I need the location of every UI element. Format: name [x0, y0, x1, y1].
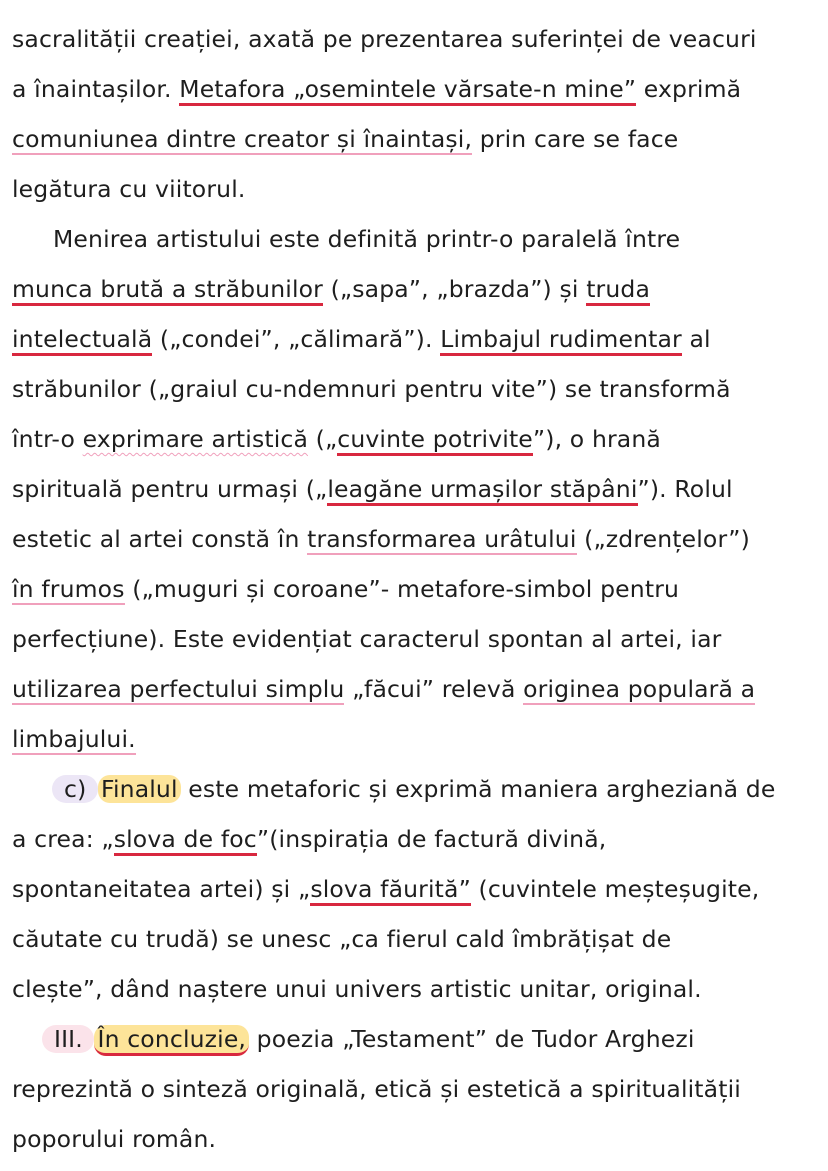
- text-run: prin care se face: [472, 125, 679, 153]
- text-run: exprimă: [636, 75, 742, 103]
- text-run: estetic al artei constă în: [12, 525, 308, 553]
- text-line: [12, 272, 824, 306]
- text-run: a crea: „: [12, 825, 114, 853]
- text-line: [12, 172, 824, 206]
- text-line: [12, 22, 824, 56]
- underlined-phrase: în frumos: [12, 575, 125, 603]
- text-run: reprezintă o sinteză originală, etică și estetică a spiritualității: [12, 1075, 741, 1103]
- underlined-phrase: cuvinte potrivite: [337, 425, 533, 456]
- underlined-phrase: comuniunea dintre creator și înaintași,: [12, 125, 473, 153]
- text-run: („zdrențelor”): [576, 525, 750, 553]
- text-run: ”), o hrană: [532, 425, 661, 453]
- text-line: [12, 572, 824, 606]
- text-line: [12, 972, 824, 1006]
- text-line: [12, 922, 824, 956]
- text-run: sacralității creației, axată pe prezentarea suferinței de veacuri: [12, 25, 757, 53]
- text-line: [12, 622, 824, 656]
- text-run: (cuvintele meșteșugite,: [470, 875, 760, 903]
- text-run: a înaintașilor.: [12, 75, 180, 103]
- underlined-phrase: slova făurită”: [310, 875, 471, 906]
- underlined-phrase: limbajului.: [12, 725, 136, 753]
- underlined-phrase: transformarea urâtului: [307, 525, 577, 553]
- text-run: într-o: [12, 425, 83, 453]
- text-line: [12, 422, 824, 456]
- text-run: („condei”, „călimară”).: [152, 325, 441, 353]
- underlined-phrase: leagăne urmașilor stăpâni: [327, 475, 637, 506]
- text-line: [12, 472, 824, 506]
- underlined-phrase: utilizarea perfectului simplu: [12, 675, 345, 703]
- text-run: („: [308, 425, 338, 453]
- section-marker: c): [52, 775, 98, 803]
- text-line: [12, 122, 824, 156]
- text-line: [12, 1122, 824, 1156]
- text-line: [12, 372, 824, 406]
- text-run: al: [681, 325, 711, 353]
- text-run: perfecțiune). Este evidențiat caracterul spontan al artei, iar: [12, 625, 722, 653]
- text-line: [12, 672, 824, 706]
- text-run: („muguri și coroane”- metafore-simbol pentru: [124, 575, 680, 603]
- text-run: poezia „Testament” de Tudor Arghezi: [249, 1025, 695, 1053]
- text-run: legătura cu viitorul.: [12, 175, 246, 203]
- text-run: („sapa”, „brazda”) și: [322, 275, 587, 303]
- text-run: căutate cu trudă) se unesc „ca fierul cald îmbrățișat de: [12, 925, 672, 953]
- underlined-phrase: Limbajul rudimentar: [440, 325, 682, 356]
- text-line: [64, 772, 824, 806]
- text-run: ”). Rolul: [637, 475, 733, 503]
- text-line: [12, 822, 824, 856]
- text-run: clește”, dând naștere unui univers artistic unitar, original.: [12, 975, 702, 1003]
- text-run: spirituală pentru urmași („: [12, 475, 328, 503]
- text-line: [12, 522, 824, 556]
- text-run: spontaneitatea artei) și „: [12, 875, 311, 903]
- underlined-phrase: truda: [586, 275, 650, 306]
- text-line: [54, 1022, 824, 1056]
- text-run: Menirea artistului este definită printr-o paralelă între: [53, 225, 681, 253]
- text-line: [12, 1072, 824, 1106]
- text-run: ”(inspirația de factură divină,: [256, 825, 607, 853]
- text-line: [12, 872, 824, 906]
- underlined-phrase: originea populară a: [523, 675, 756, 703]
- highlighted-phrase: În concluzie,: [94, 1025, 249, 1056]
- section-marker: III.: [42, 1025, 94, 1053]
- text-run: „făcui” relevă: [344, 675, 524, 703]
- highlighted-phrase: Finalul: [98, 775, 181, 803]
- text-run: poporului român.: [12, 1125, 217, 1153]
- underlined-phrase: intelectuală: [12, 325, 152, 356]
- text-line: [53, 222, 824, 256]
- text-run: este metaforic și exprimă maniera argheziană de: [180, 775, 776, 803]
- underlined-phrase: slova de foc: [114, 825, 257, 856]
- wavy-underlined-phrase: exprimare artistică: [82, 425, 308, 453]
- underlined-phrase: Metafora „osemintele vărsate-n mine”: [179, 75, 636, 106]
- text-line: [12, 72, 824, 106]
- underlined-phrase: munca brută a străbunilor: [12, 275, 323, 306]
- text-run: străbunilor („graiul cu-ndemnuri pentru vite”) se transformă: [12, 375, 731, 403]
- text-line: [12, 322, 824, 356]
- text-line: [12, 722, 824, 756]
